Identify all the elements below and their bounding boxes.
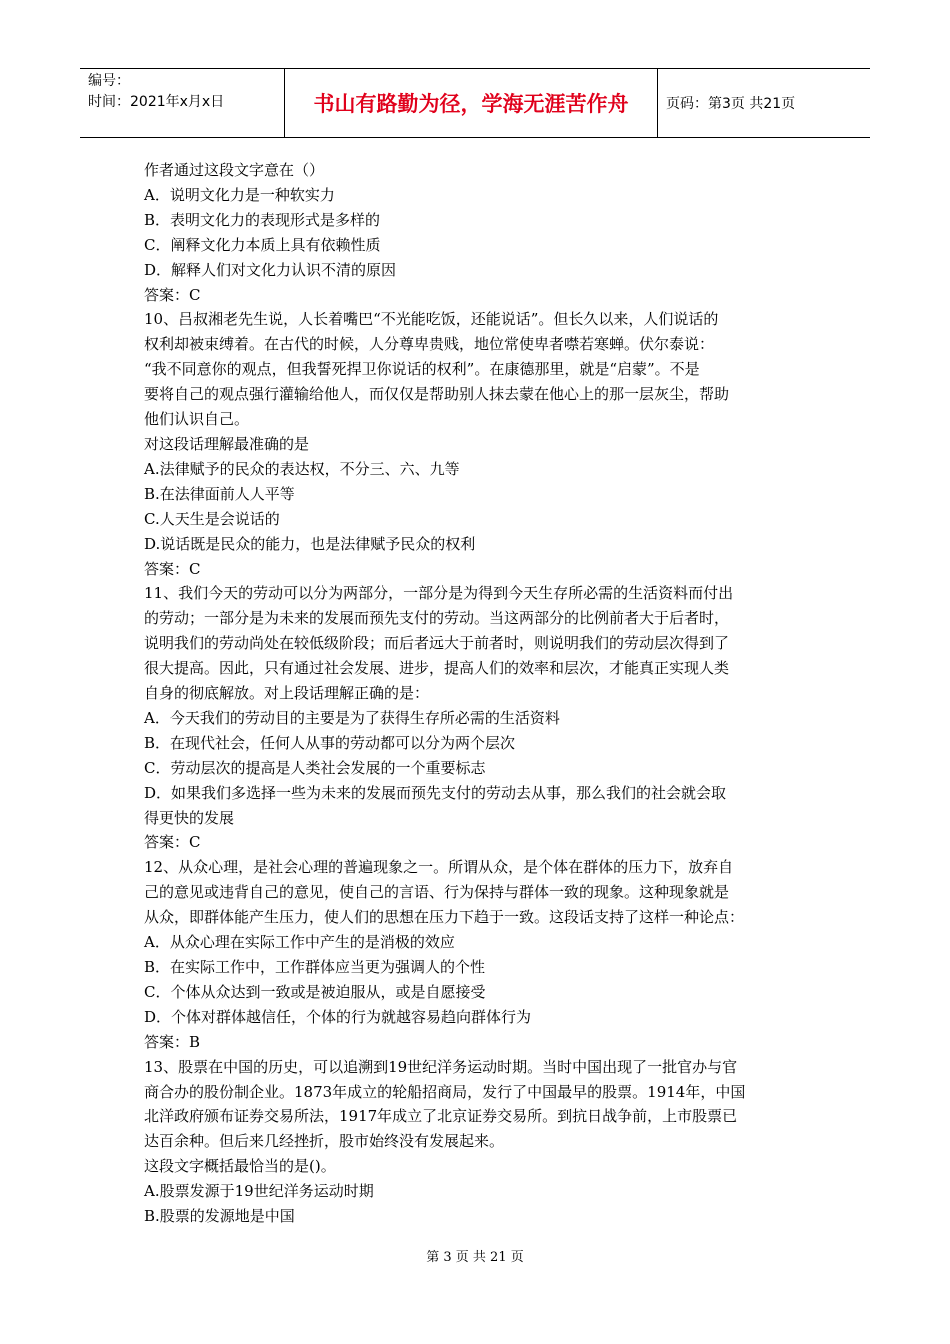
document-header bbox=[80, 68, 870, 138]
text-line: 他们认识自己。 bbox=[144, 410, 250, 429]
text-line: 10、吕叔湘老先生说，人长着嘴巴“不光能吃饭，还能说话”。但长久以来，人们说话的 bbox=[144, 310, 719, 329]
text-line: A.股票发源于19世纪洋务运动时期 bbox=[144, 1182, 374, 1201]
text-line: 这段文字概括最恰当的是()。 bbox=[144, 1157, 336, 1176]
text-line: C.人天生是会说话的 bbox=[144, 509, 280, 528]
header-page-cell bbox=[658, 69, 870, 137]
text-line: 从众，即群体能产生压力，使人们的思想在压力下趋于一致。这段话支持了这样一种论点： bbox=[144, 908, 745, 927]
text-line: 答案：C bbox=[144, 559, 201, 578]
page-footer: 第 3 页 共 21 页 bbox=[426, 1250, 524, 1265]
text-line: 答案：B bbox=[144, 1032, 201, 1051]
text-line: 的劳动；一部分是为未来的发展而预先支付的劳动。当这两部分的比例前者大于后者时， bbox=[144, 609, 730, 628]
motto-text: 书山有路勤为径，学海无涯苦作舟 bbox=[313, 92, 629, 116]
text-line: B.在法律面前人人平等 bbox=[144, 484, 295, 503]
text-line: 自身的彻底解放。对上段话理解正确的是： bbox=[144, 684, 430, 703]
text-line: 对这段话理解最准确的是 bbox=[144, 434, 310, 453]
text-line: 很大提高。因此，只有通过社会发展、进步，提高人们的效率和层次，才能真正实现人类 bbox=[144, 659, 730, 678]
text-line: C．阐释文化力本质上具有依赖性质 bbox=[144, 235, 381, 254]
text-line: A．今天我们的劳动目的主要是为了获得生存所必需的生活资料 bbox=[144, 708, 560, 727]
text-line: C．劳动层次的提高是人类社会发展的一个重要标志 bbox=[144, 758, 486, 777]
text-line: D．个体对群体越信任，个体的行为就越容易趋向群体行为 bbox=[144, 1007, 532, 1026]
text-line: 13、股票在中国的历史，可以追溯到19世纪洋务运动时期。当时中国出现了一批官办与官 bbox=[144, 1057, 738, 1076]
text-line: D.说话既是民众的能力，也是法律赋予民众的权利 bbox=[144, 534, 476, 553]
text-line: A．说明文化力是一种软实力 bbox=[144, 185, 335, 204]
text-line: 作者通过这段文字意在（） bbox=[144, 161, 325, 179]
text-line: 得更快的发展 bbox=[144, 808, 235, 827]
date-label: 时间：2021年x月x日 bbox=[88, 94, 225, 110]
text-line: 说明我们的劳动尚处在较低级阶段；而后者远大于前者时，则说明我们的劳动层次得到了 bbox=[144, 634, 730, 653]
text-line: 商合办的股份制企业。1873年成立的轮船招商局，发行了中国最早的股票。1914年，中国 bbox=[144, 1082, 746, 1101]
text-line: C．个体从众达到一致或是被迫服从，或是自愿接受 bbox=[144, 982, 486, 1001]
header-motto-cell bbox=[284, 69, 658, 137]
text-line: 12、从众心理，是社会心理的普遍现象之一。所谓从众，是个体在群体的压力下，放弃自 bbox=[144, 858, 734, 877]
text-line: B.股票的发源地是中国 bbox=[144, 1207, 295, 1226]
text-line: 答案：C bbox=[144, 833, 201, 852]
text-line: B．在现代社会，任何人从事的劳动都可以分为两个层次 bbox=[144, 733, 516, 752]
text-line: A.法律赋予的民众的表达权，不分三、六、九等 bbox=[144, 459, 460, 478]
page-info: 页码：第3页 共21页 bbox=[666, 96, 796, 112]
header-left-cell bbox=[80, 69, 284, 137]
text-line: A．从众心理在实际工作中产生的是消极的效应 bbox=[144, 933, 455, 952]
text-line: 要将自己的观点强行灌输给他人，而仅仅是帮助别人抹去蒙在他心上的那一层灰尘，帮助 bbox=[144, 385, 730, 404]
text-line: B．表明文化力的表现形式是多样的 bbox=[144, 210, 381, 229]
text-line: 达百余种。但后来几经挫折，股市始终没有发展起来。 bbox=[144, 1132, 505, 1151]
text-line: 答案：C bbox=[144, 285, 201, 304]
text-line: 11、我们今天的劳动可以分为两部分，一部分是为得到今天生存所必需的生活资料而付出 bbox=[144, 584, 734, 603]
document-body bbox=[144, 158, 810, 1229]
serial-label: 编号： bbox=[88, 73, 130, 89]
text-line: 权利却被束缚着。在古代的时候，人分尊卑贵贱，地位常使卑者噤若寒蝉。伏尔泰说： bbox=[144, 335, 715, 354]
text-line: B．在实际工作中，工作群体应当更为强调人的个性 bbox=[144, 958, 486, 976]
text-line: D．如果我们多选择一些为未来的发展而预先支付的劳动去从事，那么我们的社会就会取 bbox=[144, 783, 727, 802]
text-line: “我不同意你的观点，但我誓死捍卫你说话的权利”。在康德那里，就是“启蒙”。不是 bbox=[144, 360, 700, 379]
text-line: 北洋政府颁布证券交易所法，1917年成立了北京证券交易所。到抗日战争前，上市股票已 bbox=[144, 1107, 738, 1126]
text-line: D．解释人们对文化力认识不清的原因 bbox=[144, 260, 397, 279]
text-line: 己的意见或违背自己的意见，使自己的言语、行为保持与群体一致的现象。这种现象就是 bbox=[144, 883, 730, 902]
